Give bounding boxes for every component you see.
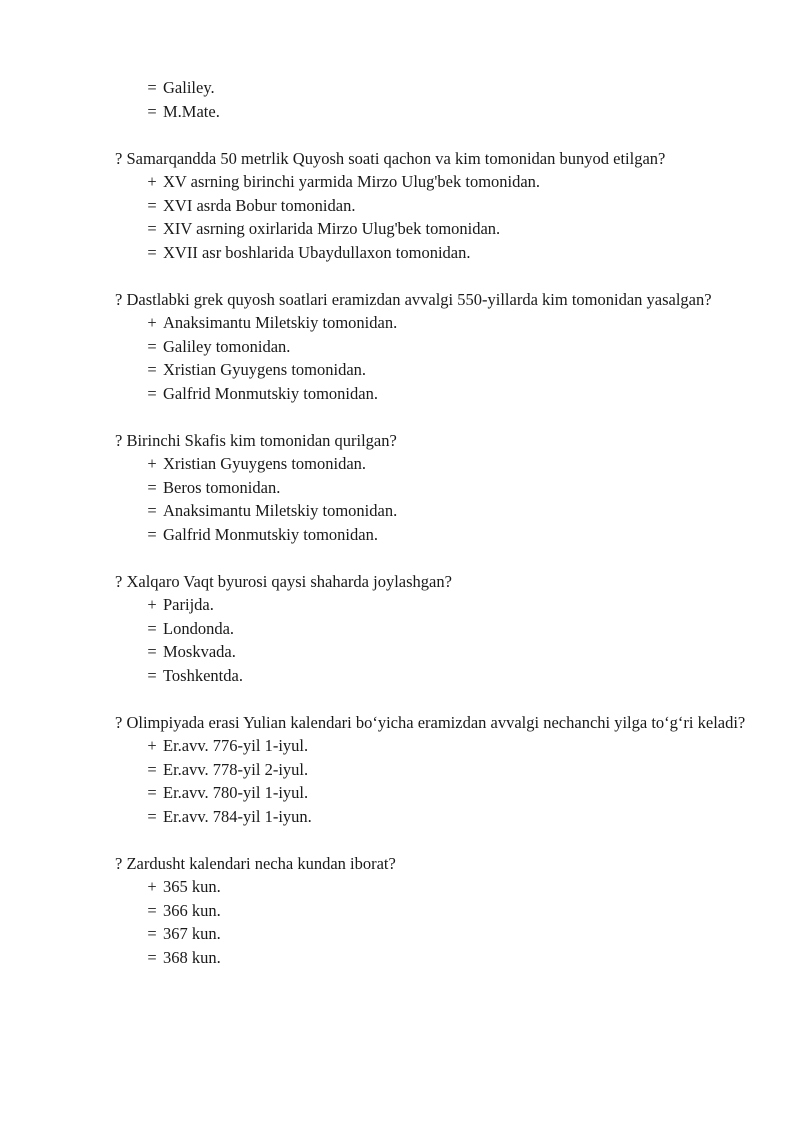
- question-text: ? Olimpiyada erasi Yulian kalendari bo‘yicha eramizdan avvalgi nechanchi yilga to‘g‘ri keladi?: [115, 712, 746, 732]
- option-line: [0, 311, 800, 335]
- option-line: [0, 452, 800, 476]
- option-mark: =: [147, 383, 157, 403]
- option-line: [0, 946, 800, 970]
- top-margin: [0, 0, 800, 76]
- option-text: Anaksimantu Miletskiy tomonidan.: [163, 501, 398, 520]
- option-mark: =: [147, 924, 157, 943]
- question-block: [0, 429, 800, 547]
- option-mark: =: [147, 665, 157, 685]
- question-block: [0, 570, 800, 688]
- option-line: [0, 805, 800, 829]
- option-mark: +: [147, 172, 157, 191]
- option-text: Er.avv. 778-yil 2-iyul.: [163, 759, 309, 779]
- option-text: XIV asrning oxirlarida Mirzo Ulug'bek tomonidan.: [163, 219, 501, 238]
- option-mark: +: [147, 877, 157, 896]
- option-mark: +: [147, 313, 157, 332]
- option-line: [0, 899, 800, 923]
- option-text: Xristian Gyuygens tomonidan.: [163, 454, 367, 473]
- option-line: [0, 194, 800, 218]
- option-text: Er.avv. 780-yil 1-iyul.: [163, 783, 309, 802]
- question-text: ? Birinchi Skafis kim tomonidan qurilgan?: [115, 430, 397, 450]
- option-text: 366 kun.: [163, 900, 221, 920]
- question-text: ? Xalqaro Vaqt byurosi qaysi shaharda joylashgan?: [115, 571, 452, 591]
- option-text: Galiley tomonidan.: [163, 336, 291, 356]
- option-mark: =: [147, 900, 157, 920]
- option-line: [0, 476, 800, 500]
- option-text: Beros tomonidan.: [163, 477, 281, 497]
- question-block: [0, 711, 800, 829]
- option-line: [0, 358, 800, 382]
- question-text: ? Zardusht kalendari necha kundan iborat?: [115, 853, 396, 873]
- option-text: Galfrid Monmutskiy tomonidan.: [163, 524, 378, 544]
- option-mark: =: [147, 360, 157, 379]
- question-block: [0, 852, 800, 970]
- option-mark: =: [147, 947, 157, 967]
- option-line: [0, 593, 800, 617]
- option-line: [0, 734, 800, 758]
- option-text: Galfrid Monmutskiy tomonidan.: [163, 383, 378, 403]
- option-text: Anaksimantu Miletskiy tomonidan.: [163, 313, 398, 332]
- option-mark: =: [147, 524, 157, 544]
- option-line: [0, 241, 800, 265]
- option-mark: =: [147, 219, 157, 238]
- option-mark: =: [147, 101, 157, 121]
- option-text: Londonda.: [163, 618, 235, 638]
- option-line: [0, 499, 800, 523]
- option-line: [0, 100, 800, 124]
- option-text: Xristian Gyuygens tomonidan.: [163, 360, 367, 379]
- option-mark: =: [147, 642, 157, 661]
- option-text: 367 kun.: [163, 924, 221, 943]
- option-text: Er.avv. 784-yil 1-iyun.: [163, 806, 312, 826]
- option-mark: =: [147, 501, 157, 520]
- option-text: M.Mate.: [163, 101, 220, 121]
- option-line: [0, 617, 800, 641]
- option-mark: =: [147, 618, 157, 638]
- option-line: [0, 875, 800, 899]
- option-mark: =: [147, 78, 157, 97]
- option-line: [0, 76, 800, 100]
- option-text: 368 kun.: [163, 947, 221, 967]
- intro-options: [0, 76, 800, 123]
- option-mark: =: [147, 806, 157, 826]
- option-text: Parijda.: [163, 595, 214, 614]
- option-text: Moskvada.: [163, 642, 236, 661]
- option-line: [0, 335, 800, 359]
- option-mark: +: [147, 454, 157, 473]
- option-line: [0, 781, 800, 805]
- option-mark: =: [147, 336, 157, 356]
- option-line: [0, 523, 800, 547]
- option-text: Galiley.: [163, 78, 215, 97]
- option-line: [0, 664, 800, 688]
- question-text: ? Samarqandda 50 metrlik Quyosh soati qachon va kim tomonidan bunyod etilgan?: [115, 148, 666, 168]
- option-mark: =: [147, 477, 157, 497]
- option-line: [0, 922, 800, 946]
- option-mark: =: [147, 195, 157, 215]
- option-text: 365 kun.: [163, 877, 221, 896]
- option-line: [0, 640, 800, 664]
- question-block: [0, 147, 800, 265]
- option-line: [0, 382, 800, 406]
- option-line: [0, 170, 800, 194]
- option-mark: +: [147, 736, 157, 755]
- option-mark: =: [147, 783, 157, 802]
- option-mark: =: [147, 242, 157, 262]
- option-mark: =: [147, 759, 157, 779]
- question-text: ? Dastlabki grek quyosh soatlari eramizdan avvalgi 550-yillarda kim tomonidan yasalgan?: [115, 289, 712, 309]
- option-line: [0, 758, 800, 782]
- option-text: XVI asrda Bobur tomonidan.: [163, 195, 356, 215]
- question-block: [0, 288, 800, 406]
- option-text: XVII asr boshlarida Ubaydullaxon tomonidan.: [163, 242, 471, 262]
- option-mark: +: [147, 595, 157, 614]
- option-text: Er.avv. 776-yil 1-iyul.: [163, 736, 309, 755]
- option-line: [0, 217, 800, 241]
- option-text: XV asrning birinchi yarmida Mirzo Ulug'bek tomonidan.: [163, 172, 541, 191]
- option-text: Toshkentda.: [163, 665, 243, 685]
